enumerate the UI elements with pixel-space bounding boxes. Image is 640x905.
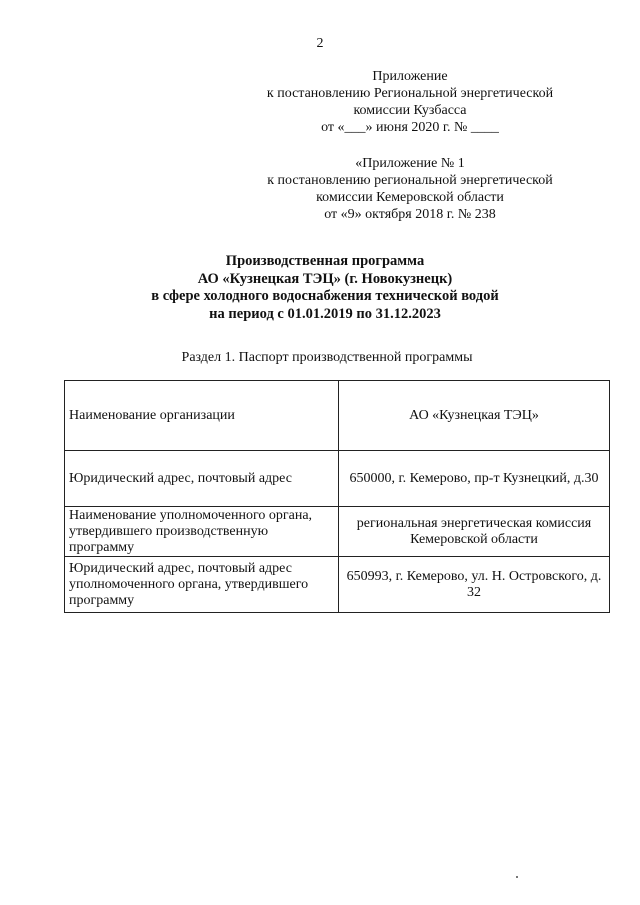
document-title [0, 253, 640, 323]
title-line3: в сфере холодного водоснабжения технической водой [151, 288, 499, 304]
title-line4: на период с 01.01.2019 по 31.12.2023 [209, 305, 441, 322]
passport-table [64, 380, 610, 613]
appendix-current-line3: комиссии Кузбасса [353, 103, 467, 118]
page-number: 2 [316, 36, 324, 51]
title-line2: АО «Кузнецкая ТЭЦ» (г. Новокузнецк) [197, 270, 453, 287]
appendix-original-block [240, 155, 580, 223]
appendix-current-line1: Приложение [372, 69, 448, 84]
row-value: 650000, г. Кемерово, пр-т Кузнецкий, д.30 [339, 451, 610, 507]
row-label: Юридический адрес, почтовый адрес уполномоченного органа, утвердившего программу [65, 557, 339, 613]
row-value: 650993, г. Кемерово, ул. Н. Островского, д. 32 [339, 557, 610, 613]
table-row [65, 507, 610, 557]
row-label: Юридический адрес, почтовый адрес [65, 451, 339, 507]
appendix-current-block [240, 68, 580, 136]
section-heading: Раздел 1. Паспорт производственной программы [181, 350, 473, 365]
row-value: АО «Кузнецкая ТЭЦ» [339, 381, 610, 451]
appendix-current-line2: к постановлению Региональной энергетической [266, 86, 554, 101]
table-row [65, 451, 610, 507]
appendix-original-line3: комиссии Кемеровской области [316, 190, 504, 205]
table-row [65, 557, 610, 613]
appendix-original-line1: «Приложение № 1 [355, 156, 465, 171]
row-label: Наименование организации [65, 381, 339, 451]
title-line1: Производственная программа [225, 253, 425, 269]
row-value: региональная энергетическая комиссия Кемеровской области [339, 507, 610, 557]
scan-speck [516, 876, 518, 878]
appendix-original-line2: к постановлению региональной энергетической [267, 173, 553, 188]
row-label: Наименование уполномоченного органа, утвердившего производственную программу [65, 507, 339, 557]
appendix-current-line4: от «___» июня 2020 г. № ____ [321, 120, 499, 135]
appendix-original-line4: от «9» октября 2018 г. № 238 [324, 207, 496, 222]
table-row [65, 381, 610, 451]
